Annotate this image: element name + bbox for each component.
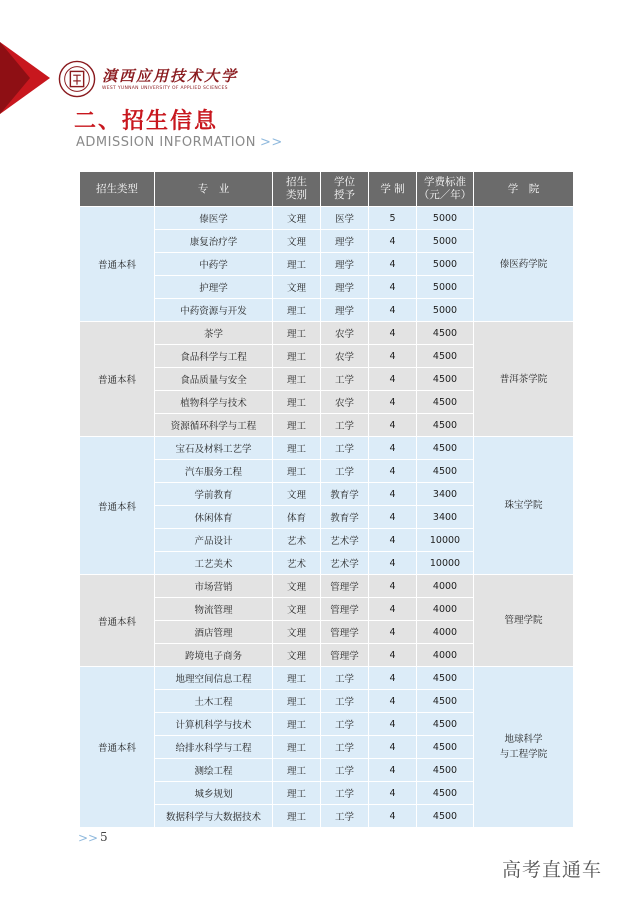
cell-degree: 工学 [321,460,369,483]
cell-college: 傣医药学院 [474,207,574,322]
section-subtitle-text: ADMISSION INFORMATION [76,135,257,150]
cell-category: 理工 [273,299,321,322]
cell-degree: 理学 [321,299,369,322]
cell-major: 计算机科学与技术 [155,713,273,736]
cell-fee: 4500 [417,368,474,391]
header-fee: 学费标准 （元／年） [417,172,474,207]
cell-major: 休闲体育 [155,506,273,529]
table-row [80,575,574,598]
cell-degree: 工学 [321,759,369,782]
header-college: 学 院 [474,172,574,207]
cell-major: 跨境电子商务 [155,644,273,667]
cell-admission-type: 普通本科 [80,437,155,575]
cell-major: 茶学 [155,322,273,345]
cell-years: 4 [369,690,417,713]
cell-major: 学前教育 [155,483,273,506]
cell-college: 普洱茶学院 [474,322,574,437]
cell-category: 理工 [273,391,321,414]
header-category: 招生 类别 [273,172,321,207]
section-subtitle [76,135,283,150]
cell-fee: 10000 [417,552,474,575]
cell-years: 4 [369,322,417,345]
cell-major: 物流管理 [155,598,273,621]
cell-major: 酒店管理 [155,621,273,644]
corner-dark-triangle [0,42,30,114]
cell-years: 4 [369,644,417,667]
admission-table-container [79,171,574,828]
header-type: 招生类型 [80,172,155,207]
cell-years: 4 [369,506,417,529]
cell-category: 文理 [273,598,321,621]
cell-fee: 4000 [417,621,474,644]
cell-category: 理工 [273,345,321,368]
cell-fee: 4500 [417,460,474,483]
cell-years: 4 [369,782,417,805]
cell-fee: 4000 [417,644,474,667]
cell-major: 宝石及材料工艺学 [155,437,273,460]
header-degree: 学位 授予 [321,172,369,207]
cell-major: 地理空间信息工程 [155,667,273,690]
cell-fee: 4500 [417,713,474,736]
university-name-cn: 滇西应用技术大学 [102,66,239,85]
cell-years: 4 [369,598,417,621]
cell-fee: 4000 [417,575,474,598]
cell-major: 工艺美术 [155,552,273,575]
cell-category: 理工 [273,690,321,713]
cell-fee: 5000 [417,207,474,230]
cell-degree: 工学 [321,805,369,828]
cell-major: 数据科学与大数据技术 [155,805,273,828]
cell-category: 文理 [273,276,321,299]
cell-years: 4 [369,299,417,322]
cell-admission-type: 普通本科 [80,322,155,437]
cell-years: 4 [369,759,417,782]
cell-fee: 4500 [417,782,474,805]
page-number: 5 [100,830,108,844]
cell-major: 康复治疗学 [155,230,273,253]
cell-degree: 管理学 [321,575,369,598]
university-name-en: WEST YUNNAN UNIVERSITY OF APPLIED SCIENCES [102,85,228,91]
cell-category: 理工 [273,368,321,391]
cell-major: 产品设计 [155,529,273,552]
cell-degree: 教育学 [321,506,369,529]
cell-major: 中药学 [155,253,273,276]
cell-major: 食品质量与安全 [155,368,273,391]
cell-degree: 农学 [321,322,369,345]
cell-category: 理工 [273,759,321,782]
cell-major: 市场营销 [155,575,273,598]
cell-fee: 4500 [417,414,474,437]
cell-years: 4 [369,437,417,460]
cell-category: 理工 [273,736,321,759]
cell-degree: 艺术学 [321,552,369,575]
university-seal-icon [58,60,96,98]
cell-degree: 管理学 [321,598,369,621]
admission-table [79,171,574,828]
cell-category: 理工 [273,460,321,483]
cell-category: 体育 [273,506,321,529]
cell-category: 理工 [273,414,321,437]
table-body [80,207,574,828]
cell-category: 文理 [273,483,321,506]
cell-years: 4 [369,414,417,437]
cell-degree: 农学 [321,391,369,414]
cell-years: 4 [369,805,417,828]
cell-category: 艺术 [273,552,321,575]
section-title: 二、招生信息 [74,109,219,134]
cell-years: 4 [369,621,417,644]
cell-years: 4 [369,230,417,253]
table-row [80,207,574,230]
table-row [80,437,574,460]
cell-fee: 5000 [417,276,474,299]
cell-fee: 4500 [417,391,474,414]
cell-years: 4 [369,460,417,483]
cell-years: 4 [369,253,417,276]
header-years: 学 制 [369,172,417,207]
cell-category: 文理 [273,621,321,644]
cell-category: 文理 [273,207,321,230]
cell-years: 4 [369,391,417,414]
cell-degree: 农学 [321,345,369,368]
cell-major: 汽车服务工程 [155,460,273,483]
cell-category: 理工 [273,713,321,736]
cell-degree: 工学 [321,782,369,805]
cell-fee: 4500 [417,690,474,713]
cell-fee: 4500 [417,322,474,345]
cell-degree: 医学 [321,207,369,230]
cell-years: 4 [369,368,417,391]
cell-major: 测绘工程 [155,759,273,782]
cell-category: 理工 [273,782,321,805]
cell-fee: 4000 [417,598,474,621]
cell-degree: 工学 [321,437,369,460]
cell-degree: 管理学 [321,621,369,644]
cell-category: 理工 [273,667,321,690]
cell-major: 土木工程 [155,690,273,713]
cell-years: 5 [369,207,417,230]
cell-degree: 教育学 [321,483,369,506]
cell-degree: 管理学 [321,644,369,667]
cell-years: 4 [369,736,417,759]
cell-admission-type: 普通本科 [80,667,155,828]
header-major: 专 业 [155,172,273,207]
cell-fee: 4500 [417,759,474,782]
double-chevron-icon: >> [260,135,283,150]
cell-major: 中药资源与开发 [155,299,273,322]
cell-category: 理工 [273,805,321,828]
cell-fee: 3400 [417,483,474,506]
cell-major: 植物科学与技术 [155,391,273,414]
cell-major: 城乡规划 [155,782,273,805]
cell-degree: 工学 [321,690,369,713]
cell-category: 理工 [273,322,321,345]
cell-major: 护理学 [155,276,273,299]
cell-major: 给排水科学与工程 [155,736,273,759]
cell-major: 傣医学 [155,207,273,230]
cell-degree: 工学 [321,414,369,437]
cell-fee: 4500 [417,345,474,368]
cell-college: 珠宝学院 [474,437,574,575]
cell-category: 理工 [273,437,321,460]
table-row [80,322,574,345]
cell-degree: 工学 [321,667,369,690]
cell-years: 4 [369,345,417,368]
cell-fee: 3400 [417,506,474,529]
footer-chevron-icon: >> [78,831,99,845]
cell-category: 文理 [273,575,321,598]
cell-major: 食品科学与工程 [155,345,273,368]
cell-fee: 4500 [417,805,474,828]
cell-fee: 5000 [417,230,474,253]
cell-fee: 5000 [417,299,474,322]
cell-years: 4 [369,483,417,506]
cell-category: 艺术 [273,529,321,552]
university-logo [58,60,238,98]
cell-fee: 4500 [417,437,474,460]
cell-degree: 理学 [321,276,369,299]
cell-degree: 工学 [321,713,369,736]
cell-admission-type: 普通本科 [80,575,155,667]
cell-college: 地球科学 与工程学院 [474,667,574,828]
cell-years: 4 [369,276,417,299]
table-header-row [80,172,574,207]
cell-major: 资源循环科学与工程 [155,414,273,437]
cell-admission-type: 普通本科 [80,207,155,322]
cell-fee: 4500 [417,667,474,690]
cell-college: 管理学院 [474,575,574,667]
cell-category: 文理 [273,230,321,253]
cell-fee: 5000 [417,253,474,276]
cell-degree: 工学 [321,368,369,391]
cell-years: 4 [369,667,417,690]
table-row [80,667,574,690]
cell-degree: 理学 [321,253,369,276]
cell-fee: 4500 [417,736,474,759]
cell-category: 理工 [273,253,321,276]
watermark-text: 高考直通车 [502,859,603,881]
cell-degree: 工学 [321,736,369,759]
cell-years: 4 [369,713,417,736]
cell-years: 4 [369,575,417,598]
cell-degree: 理学 [321,230,369,253]
cell-fee: 10000 [417,529,474,552]
cell-years: 4 [369,529,417,552]
cell-category: 文理 [273,644,321,667]
cell-degree: 艺术学 [321,529,369,552]
cell-years: 4 [369,552,417,575]
